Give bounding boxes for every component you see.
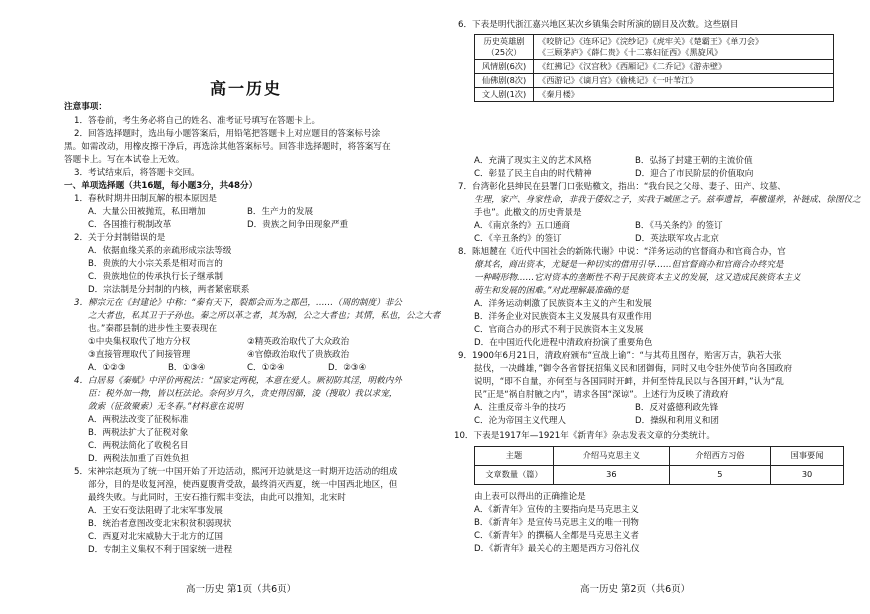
- q5-option-c: C．西夏对北宋威胁大于北方的辽国: [88, 532, 223, 542]
- q5-option-a: A．王安石变法阻碍了北宋军事发展: [88, 506, 223, 516]
- q3-option-d: D．②③④: [328, 363, 367, 373]
- q4-option-c: C．两税法简化了收税名目: [88, 441, 189, 451]
- q10-option-a: A．《新青年》宣传的主要指向是马克思主义: [474, 505, 639, 515]
- q6-drama-table: [474, 34, 834, 102]
- q4-option-b: B．两税法扩大了征税对象: [88, 428, 189, 438]
- q9-stem-line-3: 说明，“即不自量，亦何至与各国同时开衅，并何至恃乱民以与各国开衅，”认为“乱: [474, 377, 784, 387]
- q8-option-b: B．洋务企业对民族资本主义发展具有双重作用: [474, 312, 652, 322]
- table-cell: 30: [771, 466, 844, 485]
- q8-stem-line-2: 僚其名，商出资本，尤疑是一种切实的借用引导……但官督商办和官商合办终究是: [474, 260, 784, 270]
- q1-option-c: C．各国推行税制改革: [88, 220, 172, 230]
- q4-stem-line-3: 敛索（征敛聚索）无冬春。”材料意在说明: [88, 402, 243, 412]
- table-cell: 36: [554, 466, 670, 485]
- q10-stem: 10．下表是1917年—1921年《新青年》杂志发表文章的分类统计。: [454, 431, 715, 441]
- q8-option-a: A．洋务运动刺激了民族资本主义的产生和发展: [474, 299, 652, 309]
- table-cell: 5: [669, 466, 770, 485]
- table-cell: 《秦月楼》: [534, 88, 834, 102]
- page-2: [440, 0, 870, 614]
- q7-stem-line-1: 7．台湾彰化县绅民在县署门口张贴檄文，指出：“我台民之父母、妻子、田产、坟墓、: [458, 182, 786, 192]
- q10-option-b: B．《新青年》是宣传马克思主义的唯一刊物: [474, 518, 639, 528]
- q3-stem-line-3: 也。”秦郡县制的进步性主要表现在: [88, 324, 218, 334]
- table-header-cell: 介绍马克思主义: [554, 447, 670, 466]
- table-cell: 文章数量（篇）: [475, 466, 554, 485]
- q6-option-b: B．弘扬了封建王朝的主流价值: [635, 156, 753, 166]
- q3-option-a: A．①②③: [88, 363, 126, 373]
- page-footer: 高一历史 第2页（共6页）: [580, 584, 691, 595]
- q4-stem-line-1: 4．白居易《秦赋》中评价两税法：“国家定两税，本意在爱人。厥初防其淫，明敕内外: [74, 376, 402, 386]
- q1-option-d: D．贵族之间争田现象严重: [247, 220, 349, 230]
- q1-option-b: B．生产力的发展: [247, 207, 314, 217]
- table-header-cell: 主题: [475, 447, 554, 466]
- notice-line-1: 1．答卷前，考生务必将自己的姓名、准考证号填写在答题卡上。: [74, 116, 321, 126]
- q3-option-b: B．①③④: [168, 363, 206, 373]
- table-cell: 《咬脐记》《连环记》《浣纱记》《虎牢关》《楚霸王》《单刀会》 《三顾茅庐》《薛仁贵》《十二寡妇征西》《黑旋风》: [534, 35, 834, 60]
- q9-option-c: C．沦为帝国主义代理人: [474, 416, 566, 426]
- q9-option-d: D．操纵和利用义和团: [635, 416, 719, 426]
- q3-item-3: ③直接管理取代了间接管理: [88, 350, 191, 360]
- q2-stem: 2．关于分封制错误的是: [74, 233, 166, 243]
- q7-option-a: A．《南京条约》五口通商: [474, 221, 571, 231]
- q3-option-c: C．①②④: [247, 363, 285, 373]
- table-row: [475, 60, 834, 74]
- table-cell: 《西游记》《谪月宫》《偷桃记》《一叶苇江》: [534, 74, 834, 88]
- q2-option-b: B．贵族的大小宗关系是相对而言的: [88, 259, 223, 269]
- q5-stem-line-2: 部分，目的是收复河湟，使西夏腹背受敌，最终消灭西夏，统一中国西北地区，但: [88, 480, 398, 490]
- q6-option-d: D．迎合了市民阶层的价值取向: [635, 169, 754, 179]
- q1-option-a: A．大量公田被抛荒，私田增加: [88, 207, 206, 217]
- table-cell: 文人剧(1次): [475, 88, 534, 102]
- page-footer: 高一历史 第1页（共6页）: [186, 584, 297, 595]
- table-row: [475, 35, 834, 60]
- q9-option-b: B．反对盛德利政先锋: [635, 403, 719, 413]
- q4-stem-line-2: 臣：税外加一物，皆以枉法论。奈何岁月久，贪吏得因循，浚（搜取）我以求宠，: [88, 389, 398, 399]
- q8-stem-line-3: 一种畸形物……它对资本的垄断性不利于民族资本主义的发展，这又造成民族资本主义: [474, 273, 801, 283]
- q6-stem: 6．下表是明代浙江嘉兴地区某次乡镇集会时所演的剧目及次数。这些剧目: [458, 20, 739, 30]
- q5-stem-line-1: 5．宋神宗赵顼为了统一中国开始了开边活动，熙河开边就是这一时期开边活动的组成: [74, 467, 398, 477]
- q5-option-d: D．专制主义集权不利于国家统一进程: [88, 545, 233, 555]
- table-cell: 历史英雄剧 （25次）: [475, 35, 534, 60]
- notice-line-2: 2．回答选择题时，选出每小题答案后，用铅笔把答题卡上对应题目的答案标号涂: [74, 129, 381, 139]
- q10-option-c: C．《新青年》的撰稿人全都是马克思主义者: [474, 531, 639, 541]
- q5-stem-line-3: 最终失败。与此同时，王安石推行熙丰变法，由此可以推知，北宋时: [88, 493, 346, 503]
- table-row: [475, 447, 844, 466]
- q9-option-a: A．注重反帝斗争的技巧: [474, 403, 566, 413]
- q4-option-a: A．两税法改变了征税标准: [88, 415, 189, 425]
- notice-line-5: 3．考试结束后，将答题卡交回。: [74, 168, 200, 178]
- q3-stem-line-1: 3．柳宗元在《封建论》中称：“秦有天下，裂都会而为之郡邑，……（周的制度）非公: [74, 298, 402, 308]
- table-row: [475, 74, 834, 88]
- q7-stem-line-2: 生理，家产、身家性命，非我于倭奴之子，实我于臧匪之子。兹奉遗旨，奉檄谨养，补链成、徐图仪之: [474, 195, 861, 205]
- exam-title: 高一历史: [210, 79, 283, 98]
- q8-option-d: D．在中国近代化进程中清政府扮演了重要角色: [474, 338, 653, 348]
- q7-stem-line-3: 手也”。此檄文的历史背景是: [474, 208, 582, 218]
- q9-stem-line-4: 民”正是“祸自肘腋之内”，请求各国“深谅”。上述行为反映了清政府: [474, 390, 729, 400]
- table-cell: 风情剧(6次): [475, 60, 534, 74]
- notice-heading: 注意事项：: [64, 102, 107, 112]
- q10-article-table: [474, 446, 844, 485]
- q2-option-a: A．依据血缘关系的亲疏形成宗法等级: [88, 246, 232, 256]
- table-row: [475, 466, 844, 485]
- table-header-cell: 国事要闻: [771, 447, 844, 466]
- q7-option-c: C．《辛丑条约》的签订: [474, 234, 562, 244]
- q3-item-4: ④官僚政治取代了贵族政治: [247, 350, 350, 360]
- q5-option-b: B．统治者意图改变北宋积贫积弱现状: [88, 519, 232, 529]
- q3-item-2: ②精英政治取代了大众政治: [247, 337, 350, 347]
- q2-option-c: C．贵族地位的传承执行长子继承制: [88, 272, 223, 282]
- q8-option-c: C．官商合办的形式不利于民族资本主义发展: [474, 325, 644, 335]
- notice-line-3: 黑。如需改动，用橡皮擦干净后，再选涂其他答案标号。回答非选择题时，将答案写在: [64, 142, 391, 152]
- q9-stem-line-1: 9．1900年6月21日，清政府颁布“宣战上谕”：“与其苟且图存，贻害万古，孰若大张: [458, 351, 782, 361]
- q8-stem-line-1: 8．陈旭麓在《近代中国社会的新陈代谢》中说：“洋务运动的官督商办和官商合办，官: [458, 247, 786, 257]
- q2-option-d: D．宗法制是分封制的内核，两者紧密联系: [88, 285, 250, 295]
- q10-lead: 由上表可以得出的正确推论是: [474, 492, 586, 502]
- q1-stem: 1．春秋时期井田制瓦解的根本原因是: [74, 194, 217, 204]
- q8-stem-line-4: 萌生和发展的困难。”对此理解最准确的是: [474, 286, 629, 296]
- q10-option-d: D．《新青年》最关心的主题是西方习俗礼仪: [474, 544, 640, 554]
- q6-option-a: A．充满了现实主义的艺术风格: [474, 156, 592, 166]
- notice-line-4: 答题卡上。写在本试卷上无效。: [64, 155, 185, 165]
- q4-option-d: D．两税法加重了百姓负担: [88, 454, 190, 464]
- section-heading: 一、单项选择题（共16题，每小题3分，共48分）: [64, 181, 258, 191]
- q3-item-1: ①中央集权取代了地方分权: [88, 337, 191, 347]
- q3-stem-line-2: 之大者也，私其卫于子孙也。秦之所以革之者，其为制，公之大者也；其情，私也，公之大者: [88, 311, 441, 321]
- q7-option-d: D．英法联军攻占北京: [635, 234, 719, 244]
- table-row: [475, 88, 834, 102]
- table-cell: 仙佛剧(8次): [475, 74, 534, 88]
- q6-option-c: C．彰显了民主自由的时代精神: [474, 169, 592, 179]
- table-cell: 《红拂记》《汉宫秋》《西厢记》《二乔记》《游赤壁》: [534, 60, 834, 74]
- q7-option-b: B．《马关条约》的签订: [635, 221, 723, 231]
- table-header-cell: 介绍西方习俗: [669, 447, 770, 466]
- q9-stem-line-2: 挞伐，一决雌雄，”御令各省督抚招集义民和团御侮，同时又电令驻外使节向各国政府: [474, 364, 793, 374]
